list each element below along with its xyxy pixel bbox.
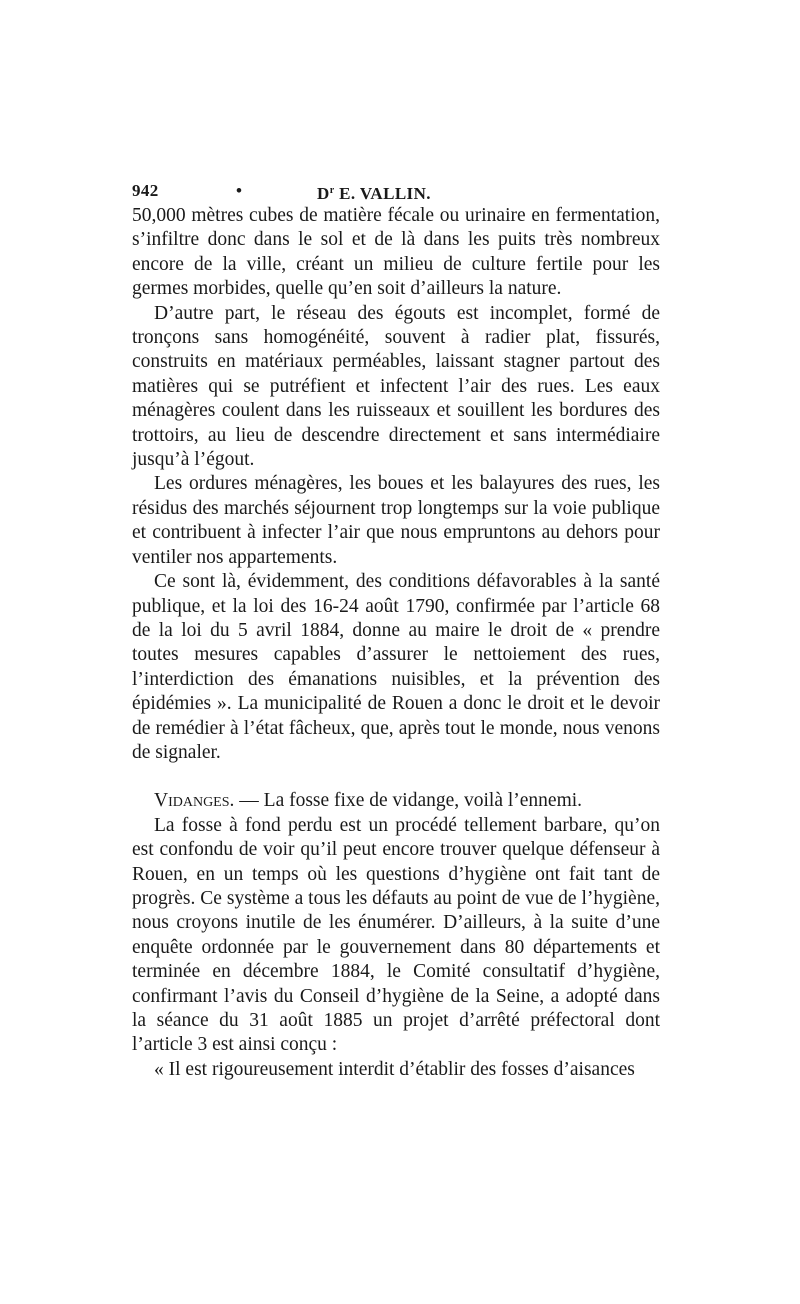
paragraph-6: La fosse à fond perdu est un procédé tellement barbare, qu’on est confondu de voir qu’il peut encore trouver quelque défenseur à Rouen, en un temps où les questions d’hygiène ont fait tant de progrès. Ce système a tous les défauts au point de vue de l’hygiène, nous croyons inutile de les énumérer. D’ailleurs, à la suite d’une enquête ordonnée par le gouvernement dans 80 départements et terminée en décembre 1884, le Comité consultatif d’hygiène, confirmant l’avis du Conseil d’hygiène de la Seine, a adopté dans la séance du 31 août 1885 un projet d’arrêté préfectoral dont l’article 3 est ainsi conçu : — [132, 814, 660, 1056]
header-dot: • — [236, 181, 243, 200]
running-title — [317, 178, 431, 207]
body-text — [132, 204, 660, 1082]
author-superscript: r — [329, 185, 335, 196]
paragraph-vidanges — [132, 789, 660, 813]
section-heading-text: — La fosse fixe de vidange, voilà l’ennemi. — [234, 790, 583, 812]
paragraph-7: « Il est rigoureusement interdit d’établir des fosses d’aisances — [154, 1058, 635, 1080]
paragraph-4: Ce sont là, évidemment, des conditions défavorables à la santé publique, et la loi des 16-24 août 1790, confirmée par l’article 68 de la loi du 5 avril 1884, donne au maire le droit de « prendre toutes mesures capables d’assurer le nettoiement des rues, l’interdiction des émanations nuisibles, et la prévention des épidémies ». La municipalité de Rouen a donc le droit et le devoir de remédier à l’état fâcheux, que, après tout le monde, nous venons de signaler. — [132, 571, 660, 763]
author-prefix: D — [317, 184, 330, 203]
paragraph-2: D’autre part, le réseau des égouts est incomplet, formé de tronçons sans homogénéité, souvent à radier plat, fissurés, construits en matériaux perméables, laissant stagner partout des matières qui se putréfient et infectent l’air des rues. Les eaux ménagères coulent dans les ruisseaux et souillent les bordures des trottoirs, au lieu de descendre directement et sans intermédiaire jusqu’à l’égout. — [132, 302, 660, 471]
page-number: 942 — [132, 181, 159, 200]
book-page — [132, 178, 660, 1082]
paragraph-1: 50,000 mètres cubes de matière fécale ou urinaire en fermentation, s’infiltre donc dans le sol et de là dans les puits très nombreux encore de la ville, créant un milieu de culture fertile pour les germes morbides, quelle qu’en soit d’ailleurs la nature. — [132, 205, 660, 300]
author-name: E. VALLIN. — [334, 184, 431, 203]
section-heading-vidanges: Vidanges. — [154, 790, 235, 812]
paragraph-3: Les ordures ménagères, les boues et les balayures des rues, les résidus des marchés séjournent trop longtemps sur la voie publique et contribuent à infecter l’air que nous empruntons au dehors pour ventiler nos appartements. — [132, 473, 660, 568]
running-header — [132, 178, 660, 204]
